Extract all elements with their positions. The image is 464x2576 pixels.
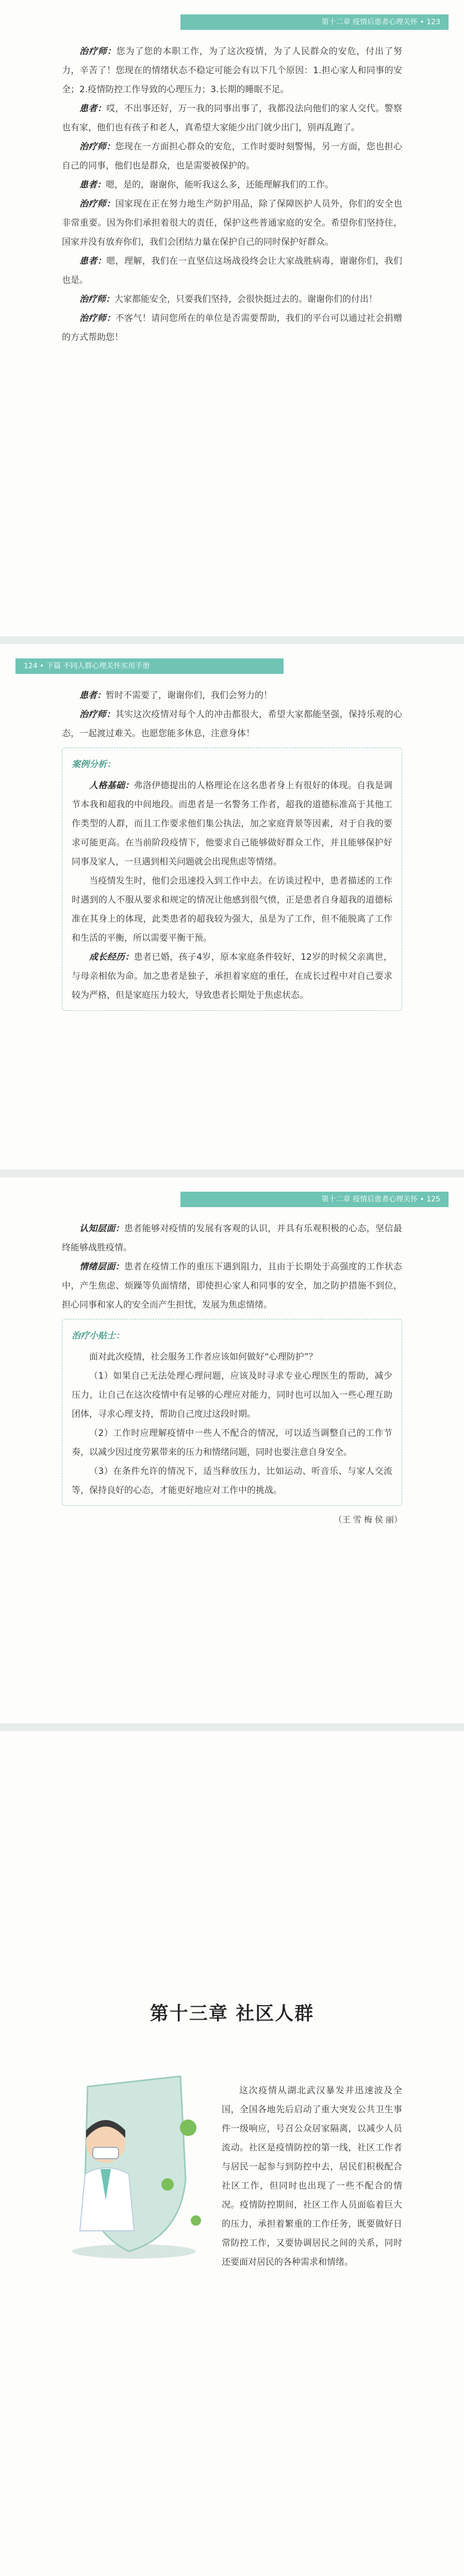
page-header: 第十二章 疫情后患者心理关怀 • 125 xyxy=(180,1192,449,1207)
case-analysis-box xyxy=(62,748,402,1011)
chapter-intro: 这次疫情从湖北武汉暴发并迅速波及全国，全国各地先后启动了重大突发公共卫生事件一级响应，号召公众居家隔离，以减少人员流动。社区是疫情防控的第一线，社区工作者与居民一起参与到防控中去，居民们积极配合社区工作，但同时也出现了一些不配合的情况。疫情防控期间，社区工作人员面临着巨大的压力，承担着繁重的工作任务，既要做好日常防控工作，又要协调居民之间的关系，同时还要面对居民的各种需求和情绪。 xyxy=(222,2086,402,2267)
paragraph xyxy=(62,309,402,347)
paragraph xyxy=(62,195,402,252)
paragraph-text: 暂时不需要了，谢谢你们，我们会努力的！ xyxy=(106,690,272,701)
paragraph xyxy=(62,176,402,195)
page-chapter-13 xyxy=(0,1731,464,2576)
box-title: 案例分析： xyxy=(72,759,115,770)
paragraph-text: 其实这次疫情对每个人的冲击都很大，希望大家都能坚强，保持乐观的心态，一起渡过难关。也愿您能多休息，注意身体！ xyxy=(62,709,403,739)
page-125 xyxy=(0,1177,464,1723)
paragraph-text: （2）工作时应理解疫情中一些人不配合的情况，可以适当调整自己的工作节奏，以减少因过度劳累带来的压力和情绪问题，同时也要注意自身安全。 xyxy=(72,1428,392,1458)
speaker-label: 治疗师： xyxy=(79,46,117,57)
paragraph xyxy=(72,1367,392,1424)
speaker-label: 情绪层面： xyxy=(79,1262,124,1272)
paragraph-text: 患者能够对疫情的发展有客观的认识，并具有乐观积极的心态，坚信最终能够战胜疫情。 xyxy=(62,1224,402,1253)
page-body xyxy=(62,686,402,1015)
paragraph-text: 国家现在正在努力地生产防护用品，除了保障医护人员外，你们的安全也非常重要。因为你们承担着很大的责任，保护这些普通家庭的安全。希望你们坚持住，国家并没有放弃你们，我们会团结力量在保护自己的同时保护好群众。 xyxy=(62,199,403,247)
author-credit: （王 雪 梅 侯 丽） xyxy=(334,1515,402,1524)
paragraph xyxy=(62,290,402,309)
paragraph-text: 患者已婚，孩子4岁，原本家庭条件较好，12岁的时候父亲离世，与母亲相依为命。加之患者是独子，承担着家庭的重任，在成长过程中对自己要求较为严格，但是家庭压力较大，导致患者长期处于焦虑状态。 xyxy=(72,952,392,1001)
therapy-tips-box xyxy=(62,1319,402,1506)
paragraph-text: 不客气！请问您所在的单位是否需要帮助，我们的平台可以通过社会捐赠的方式帮助您！ xyxy=(62,313,403,343)
paragraph-text: 面对此次疫情，社会服务工作者应该如何做好“心理防护”？ xyxy=(89,1352,318,1362)
paragraph xyxy=(62,1258,402,1315)
paragraph xyxy=(72,872,392,948)
paragraph-text: （3）在条件允许的情况下，适当释放压力，比如运动、听音乐、与家人交流等，保持良好的心态，才能更好地应对工作中的挑战。 xyxy=(72,1466,392,1496)
paragraph-text: （1）如果自己无法处理心理问题，应该及时寻求专业心理医生的帮助，减少压力，让自己在这次疫情中有足够的心理应对能力，同时也可以加入一些心理互助团体，寻求心理支持，帮助自己度过这段时期。 xyxy=(72,1371,392,1419)
doctor-shield-illustration xyxy=(57,2066,211,2262)
speaker-label: 患者： xyxy=(79,104,107,114)
paragraph-text: 嗯，理解，我们在一直坚信这场战役终会让大家战胜病毒，谢谢你们，我们也是。 xyxy=(62,256,403,285)
paragraph-text: 当疫情发生时，他们会迅速投入到工作中去。在访谈过程中，患者描述的工作时遇到的人不服从要求和规定的情况让他感到很气愤，正是患者自身超我的道德标准在其身上的体现，此类患者的超我较为强大，虽是为了工作，但不能脱离了工作和生活的平衡，所以需要平衡干预。 xyxy=(72,876,392,943)
paragraph xyxy=(62,686,402,705)
speaker-label: 患者： xyxy=(79,180,106,190)
paragraph xyxy=(62,99,402,138)
paragraph xyxy=(72,948,392,1005)
paragraph xyxy=(62,1219,402,1258)
paragraph-text: 哎，不出事还好，万一我的同事出事了，我都没法向他们的家人交代。警察也有家，他们也有孩子和老人，真希望大家能少出门就少出门，别再乱跑了。 xyxy=(62,104,403,133)
paragraph xyxy=(72,1462,392,1500)
paragraph xyxy=(62,138,402,176)
paragraph-text: 您现在一方面担心群众的安危，工作时要时刻警惕，另一方面，您也担心自己的同事，他们也是群众，也是需要被保护的。 xyxy=(62,142,403,171)
page-body xyxy=(62,42,402,347)
paragraph-text: 弗洛伊德提出的人格理论在这名患者身上有很好的体现。自我是调节本我和超我的中间地段。而患者是一名警务工作者，超我的道德标准高于其他工作类型的人群，而且工作要求他们集公执法，加之家庭背景等因素，对于自我的要求可能更高。在当前阶段疫情下，他要求自己能够做好群众工作，并且能够保护好同事及家人，一旦遇到相关问题就会出现焦虑等情绪。 xyxy=(72,781,392,867)
page-124 xyxy=(0,644,464,1170)
speaker-label: 患者： xyxy=(79,256,107,266)
speaker-label: 治疗师： xyxy=(79,294,114,304)
page-123 xyxy=(0,0,464,636)
speaker-label: 认知层面： xyxy=(79,1224,124,1234)
page-header: 124 • 下篇 不同人群心理关怀实用手册 xyxy=(15,658,284,674)
box-title: 治疗小贴士： xyxy=(72,1331,124,1341)
paragraph-text: 嗯，是的，谢谢你，能听我这么多，还能理解我们的工作。 xyxy=(106,180,334,190)
speaker-label: 治疗师： xyxy=(79,199,115,209)
chapter-title: 第十三章 社区人群 xyxy=(150,2003,314,2024)
paragraph xyxy=(62,42,402,99)
paragraph-text: 您为了您的本职工作，为了这次疫情，为了人民群众的安危，付出了努力，辛苦了！您现在的情绪状态不稳定可能会有以下几个原因：1.担心家人和同事的安全；2.疫情防控工作导致的心理压力；3.长期的睡眠不足。 xyxy=(62,46,403,95)
paragraph-text: 大家都能安全，只要我们坚持，会很快挺过去的。谢谢你们的付出！ xyxy=(114,294,377,304)
paragraph xyxy=(72,1348,392,1367)
speaker-label: 治疗师： xyxy=(79,709,115,720)
paragraph xyxy=(72,1424,392,1462)
paragraph-text: 患者在疫情工作的重压下遇到阻力，且由于长期处于高强度的工作状态中，产生焦虑、烦躁等负面情绪，即使担心家人和同事的安全，加之防护措施不到位，担心同事和家人的安全而产生担忧，发展为焦虑情绪。 xyxy=(62,1262,402,1310)
speaker-label: 治疗师： xyxy=(79,142,115,152)
speaker-label: 治疗师： xyxy=(79,313,115,324)
page-body xyxy=(62,1219,402,1529)
paragraph xyxy=(72,776,392,872)
page-header: 第十二章 疫情后患者心理关怀 • 123 xyxy=(180,14,449,30)
speaker-label: 患者： xyxy=(79,690,106,701)
speaker-label: 成长经历： xyxy=(89,952,134,962)
speaker-label: 人格基础： xyxy=(89,781,134,791)
paragraph xyxy=(62,705,402,743)
paragraph xyxy=(62,252,402,290)
